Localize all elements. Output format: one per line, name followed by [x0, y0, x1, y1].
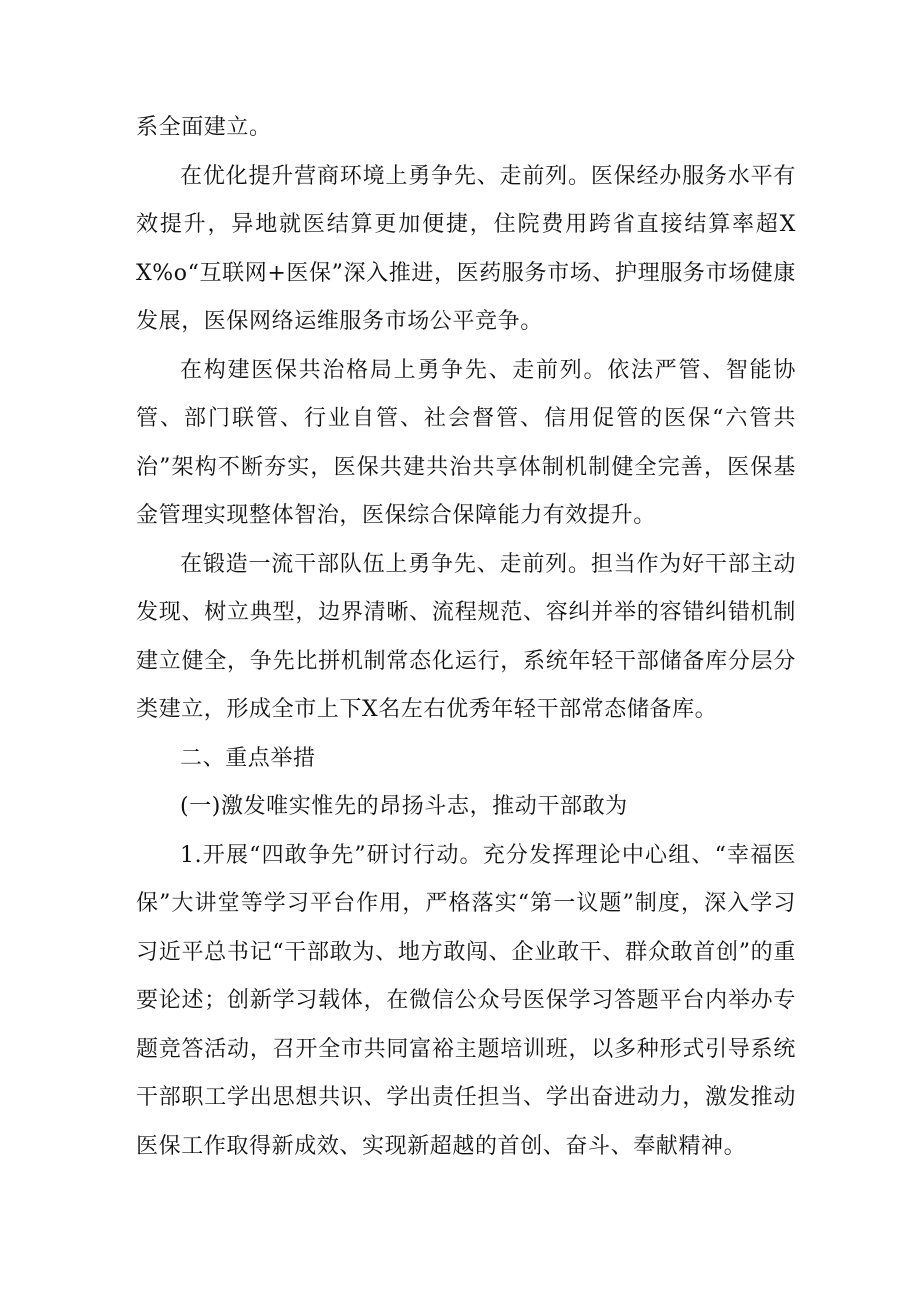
section-heading-key-measures: 二、重点举措: [180, 745, 316, 771]
paragraph-cadre-team: 在锻造一流干部队伍上勇争先、走前列。担当作为好干部主动发现、树立典型，边界清晰、流程规范、容纠并举的容错纠错机制建立健全，争先比拼机制常态化运行，系统年轻干部储备库分层分类建立，形成全市上下X名左右优秀年轻干部常态储备库。: [136, 551, 796, 722]
paragraph-business-environment: 在优化提升营商环境上勇争先、走前列。医保经办服务水平有效提升，异地就医结算更加便捷，住院费用跨省直接结算率超XX%o“互联网+医保”深入推进，医药服务市场、护理服务市场健康发展，医保网络运维服务市场公平竞争。: [136, 163, 796, 334]
subsection-heading-1: (一)激发唯实惟先的昂扬斗志，推动干部敢为: [180, 794, 628, 819]
document-body: [136, 104, 796, 1171]
paragraph-study-action: 1.开展“四敢争先”研讨行动。充分发挥理论中心组、“幸福医保”大讲堂等学习平台作用，严格落实“第一议题”制度，深入学习习近平总书记“干部敢为、地方敢闯、企业敢干、群众敢首创”的重要论述；创新学习载体，在微信公众号医保学习答题平台内举办专题竞答活动，召开全市共同富裕主题培训班，以多种形式引导系统干部职工学出思想共识、学出责任担当、学出奋进动力，激发推动医保工作取得新成效、实现新超越的首创、奋斗、奉献精神。: [136, 842, 796, 1159]
paragraph-continuation: 系全面建立。: [136, 115, 272, 140]
paragraph-governance: 在构建医保共治格局上勇争先、走前列。依法严管、智能协管、部门联管、行业自管、社会督管、信用促管的医保“六管共治”架构不断夯实，医保共建共治共享体制机制健全完善，医保基金管理实现整体智治，医保综合保障能力有效提升。: [136, 357, 796, 528]
